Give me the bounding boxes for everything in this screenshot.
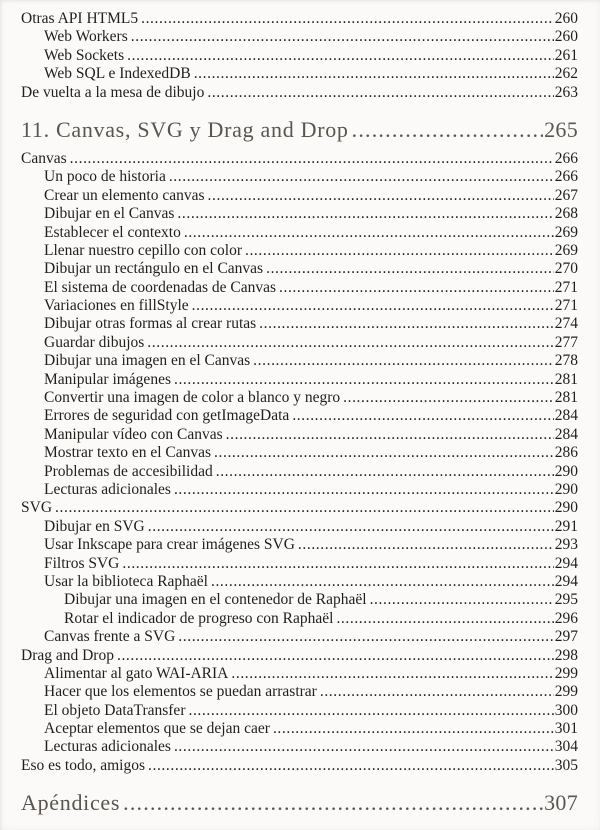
toc-entry-page: 261	[554, 46, 578, 64]
toc-entry-page: 278	[554, 352, 578, 370]
toc-entry[interactable]	[21, 536, 578, 554]
toc-entry-title: Usar Inkscape para crear imágenes SVG	[44, 536, 295, 554]
toc-entry-title: Dibujar otras formas al crear rutas	[44, 315, 257, 333]
dot-leader-icon	[148, 757, 554, 775]
dot-leader-icon	[174, 371, 554, 389]
dot-leader-icon	[214, 444, 554, 462]
toc-entry-page: 298	[554, 646, 578, 664]
toc-entry-page: 263	[554, 83, 578, 101]
toc-entry-title: Dibujar una imagen en el Canvas	[44, 352, 251, 370]
toc-entry-title: Web Sockets	[44, 46, 125, 64]
toc-entry-title: De vuelta a la mesa de dibujo	[21, 83, 205, 101]
toc-entry-title: Dibujar un rectángulo en el Canvas	[44, 260, 264, 278]
toc-entry[interactable]	[21, 720, 578, 738]
dot-leader-icon	[273, 720, 554, 738]
toc-entry[interactable]	[21, 426, 578, 444]
toc-entry-title: Web SQL e IndexedDB	[44, 65, 191, 83]
toc-entry-page: 300	[554, 701, 578, 719]
toc-entry-page: 271	[554, 278, 578, 296]
toc-entry-title: El objeto DataTransfer	[44, 701, 186, 719]
toc-entry-page: 290	[554, 480, 578, 498]
dot-leader-icon	[208, 187, 554, 205]
dot-leader-icon	[188, 702, 553, 720]
toc-entry-page: 294	[554, 554, 578, 572]
dot-leader-icon	[178, 628, 553, 646]
toc-entry[interactable]	[21, 738, 578, 756]
toc-entry-title: Dibujar en el Canvas	[44, 205, 175, 223]
toc-entry-title: Guardar dibujos	[44, 333, 145, 351]
toc-entry[interactable]	[21, 444, 578, 462]
toc-entry[interactable]	[21, 224, 578, 242]
dot-leader-icon	[352, 117, 543, 143]
toc-entry-page: 271	[554, 297, 578, 315]
toc-entry-page: 262	[554, 65, 578, 83]
toc-entry[interactable]	[21, 352, 578, 370]
toc-entry[interactable]	[21, 297, 578, 315]
toc-entry[interactable]	[21, 610, 578, 628]
toc-entry[interactable]	[21, 389, 578, 407]
toc-entry-title: Crear un elemento canvas	[44, 186, 205, 204]
dot-leader-icon	[174, 738, 554, 756]
toc-entry-title: Convertir una imagen de color a blanco y negro	[44, 389, 341, 407]
toc-entry-page: 299	[554, 664, 578, 682]
dot-leader-icon	[279, 279, 554, 297]
toc-entry-title: Otras API HTML5	[21, 10, 139, 27]
toc-entry-title: Usar la biblioteca Raphaël	[44, 572, 208, 590]
toc-entry-title: Problemas de accesibilidad	[44, 462, 213, 480]
toc-entry[interactable]	[21, 665, 578, 683]
dot-leader-icon	[253, 352, 554, 370]
toc-entry-title: Aceptar elementos que se dejan caer	[44, 720, 270, 738]
dot-leader-icon	[127, 47, 554, 65]
toc-entry-page: 286	[554, 444, 578, 462]
toc-entry[interactable]	[21, 10, 578, 28]
toc-entry[interactable]	[21, 683, 578, 701]
dot-leader-icon	[336, 610, 553, 628]
dot-leader-icon	[245, 242, 554, 260]
toc-entry-page: 290	[554, 499, 578, 517]
dot-leader-icon	[169, 168, 554, 186]
dot-leader-icon	[148, 518, 554, 536]
dot-leader-icon	[320, 683, 554, 701]
toc-entry-page: 290	[554, 462, 578, 480]
toc-entry-title: Errores de seguridad con getImageData	[44, 407, 290, 425]
toc-entry-page: 267	[554, 186, 578, 204]
toc-entry-title: Establecer el contexto	[44, 223, 181, 241]
toc-entry[interactable]	[21, 187, 578, 205]
dot-leader-icon	[117, 647, 554, 665]
toc-heading-title: Apéndices	[21, 790, 121, 816]
toc-entry-title: Filtros SVG	[44, 554, 120, 572]
toc-entry-page: 293	[554, 536, 578, 554]
toc-entry-page: 305	[554, 756, 578, 774]
toc-entry-page: 274	[554, 315, 578, 333]
toc-entry[interactable]	[21, 518, 578, 536]
dot-leader-icon	[55, 499, 554, 517]
dot-leader-icon	[131, 28, 554, 46]
toc-entry-title: Alimentar al gato WAI-ARIA	[44, 664, 229, 682]
toc-entry-page: 281	[554, 389, 578, 407]
toc-entry-page: 284	[554, 407, 578, 425]
dot-leader-icon	[123, 790, 543, 816]
toc-entry-page: 299	[554, 683, 578, 701]
dot-leader-icon	[259, 315, 554, 333]
toc-entry-title: Manipular vídeo con Canvas	[44, 425, 223, 443]
toc-entry-page: 304	[554, 738, 578, 756]
toc-entry-page: 270	[554, 260, 578, 278]
toc-entry-title: Canvas	[21, 149, 67, 167]
dot-leader-icon	[370, 591, 554, 609]
toc-entry-page: 297	[554, 628, 578, 646]
toc-entry[interactable]	[21, 702, 578, 720]
toc-entry-page: 294	[554, 572, 578, 590]
toc-entry[interactable]	[21, 481, 578, 499]
toc-entry[interactable]	[21, 47, 578, 65]
toc-entry-title: Lecturas adicionales	[44, 480, 171, 498]
toc-section-heading[interactable]	[21, 790, 578, 816]
toc-section-heading[interactable]	[21, 117, 578, 143]
toc-entry[interactable]	[21, 65, 578, 83]
dot-leader-icon	[70, 150, 554, 168]
toc-entry[interactable]	[21, 499, 578, 517]
toc-entry[interactable]	[21, 647, 578, 665]
toc-entry-page: 260	[554, 28, 578, 46]
toc-entry[interactable]	[21, 463, 578, 481]
toc-entry-title: Rotar el indicador de progreso con Raphaël	[64, 609, 334, 627]
toc-entry[interactable]	[21, 757, 578, 775]
toc-entry[interactable]	[21, 555, 578, 573]
toc-entry-title: Mostrar texto en el Canvas	[44, 444, 212, 462]
toc-entry[interactable]	[21, 150, 578, 168]
toc-entry-page: 268	[554, 205, 578, 223]
toc-entry[interactable]	[21, 205, 578, 223]
toc-entry-title: Web Workers	[44, 28, 128, 46]
dot-leader-icon	[192, 297, 554, 315]
dot-leader-icon	[147, 334, 553, 352]
toc-entry-title: Drag and Drop	[21, 646, 114, 664]
toc-entry[interactable]	[21, 628, 578, 646]
toc-entry-page: 284	[554, 425, 578, 443]
dot-leader-icon	[177, 205, 553, 223]
toc-entry-title: Manipular imágenes	[44, 370, 171, 388]
toc-entry-title: Variaciones en fillStyle	[44, 297, 189, 315]
dot-leader-icon	[184, 224, 554, 242]
toc-entry-title: Llenar nuestro cepillo con color	[44, 241, 242, 259]
toc-entry-page: 281	[554, 370, 578, 388]
toc-entry-page: 266	[554, 168, 578, 186]
toc-entry[interactable]	[21, 573, 578, 591]
toc-entry[interactable]	[21, 371, 578, 389]
toc-entry-title: Dibujar una imagen en el contenedor de Raphaël	[64, 591, 367, 609]
toc-entry[interactable]	[21, 334, 578, 352]
toc-heading-page: 265	[544, 116, 578, 142]
toc-entry[interactable]	[21, 28, 578, 46]
dot-leader-icon	[292, 407, 553, 425]
toc-entry-title: El sistema de coordenadas de Canvas	[44, 278, 276, 296]
toc-entry[interactable]	[21, 84, 578, 102]
toc-entry-page: 269	[554, 223, 578, 241]
toc-list	[21, 10, 578, 816]
toc-entry[interactable]	[21, 168, 578, 186]
dot-leader-icon	[266, 260, 554, 278]
dot-leader-icon	[231, 665, 553, 683]
dot-leader-icon	[174, 481, 554, 499]
toc-entry-page: 269	[554, 241, 578, 259]
toc-entry[interactable]	[21, 315, 578, 333]
toc-entry-page: 291	[554, 517, 578, 535]
toc-entry-title: Dibujar en SVG	[44, 517, 145, 535]
dot-leader-icon	[194, 65, 554, 83]
dot-leader-icon	[122, 555, 553, 573]
dot-leader-icon	[216, 463, 554, 481]
toc-entry-title: Un poco de historia	[44, 168, 166, 186]
toc-entry-title: Hacer que los elementos se puedan arrastrar	[44, 683, 317, 701]
toc-entry-title: SVG	[21, 499, 53, 517]
dot-leader-icon	[207, 84, 553, 102]
toc-entry-title: Canvas frente a SVG	[44, 628, 176, 646]
toc-entry[interactable]	[21, 407, 578, 425]
toc-heading-page: 307	[544, 790, 578, 816]
toc-entry[interactable]	[21, 279, 578, 297]
dot-leader-icon	[141, 10, 554, 28]
toc-entry-page: 296	[554, 609, 578, 627]
toc-entry-title: Lecturas adicionales	[44, 738, 171, 756]
dot-leader-icon	[298, 536, 554, 554]
toc-entry[interactable]	[21, 260, 578, 278]
toc-entry-page: 301	[554, 720, 578, 738]
dot-leader-icon	[226, 426, 554, 444]
toc-entry[interactable]	[21, 242, 578, 260]
toc-entry-page: 295	[554, 591, 578, 609]
dot-leader-icon	[211, 573, 554, 591]
toc-entry-page: 260	[554, 10, 578, 27]
toc-heading-title: 11. Canvas, SVG y Drag and Drop	[21, 116, 349, 142]
toc-entry-page: 277	[554, 333, 578, 351]
toc-entry-title: Eso es todo, amigos	[21, 756, 145, 774]
toc-entry-page: 266	[554, 149, 578, 167]
toc-entry[interactable]	[21, 591, 578, 609]
dot-leader-icon	[343, 389, 554, 407]
